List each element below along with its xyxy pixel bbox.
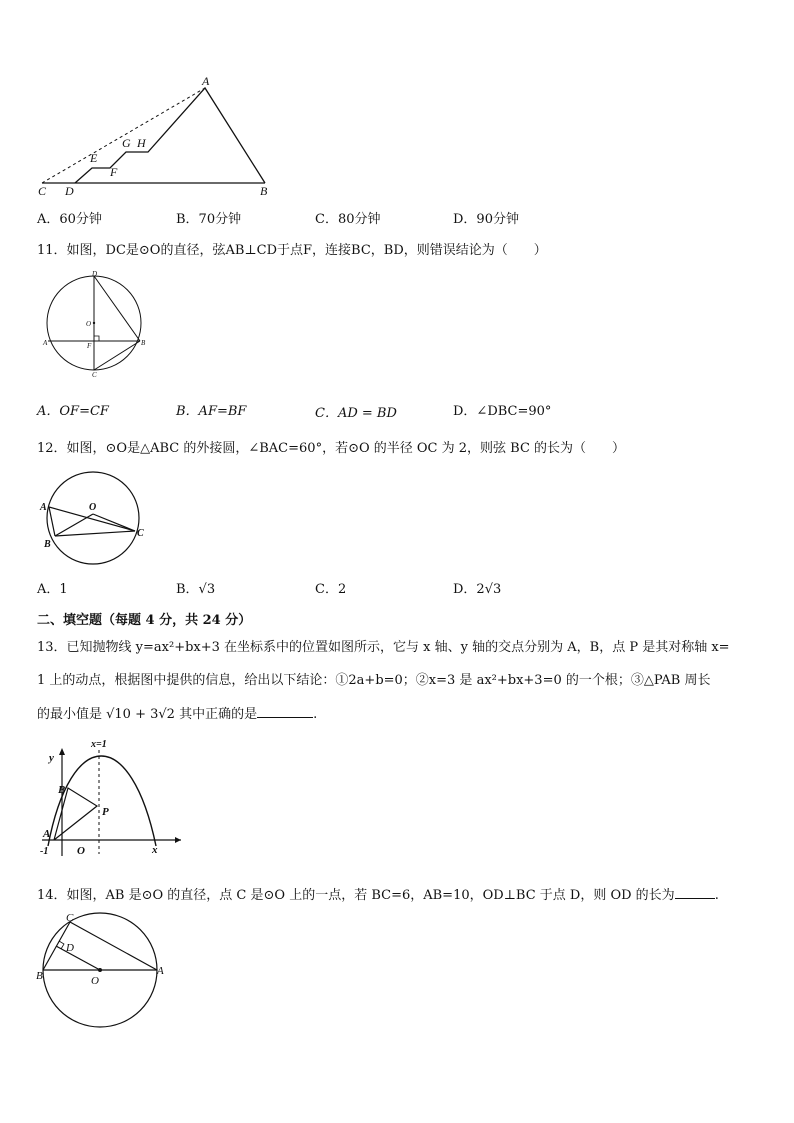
q10-label-A: A	[202, 74, 210, 88]
q13-label-O: O	[77, 845, 85, 857]
q11-label-C: C	[92, 371, 97, 379]
q14-figure	[34, 910, 174, 1028]
q12-option-d: D．2√3	[453, 582, 502, 597]
q12-stem: 12．如图，⊙O是△ABC 的外接圆，∠BAC=60°，若⊙O 的半径 OC 为 2，则弦 BC 的长为（ ）	[37, 441, 626, 456]
q13-label-A: A	[43, 828, 51, 840]
q14-stem-text: 14．如图，AB 是⊙O 的直径，点 C 是⊙O 上的一点，若 BC=6，AB=10，OD⊥BC 于点 D，则 OD 的长为	[37, 888, 675, 903]
q11-label-F: F	[87, 342, 92, 350]
q12-option-b: B．√3	[176, 582, 216, 597]
q11-option-a: A．OF=CF	[37, 404, 109, 419]
q10-label-D: D	[65, 184, 74, 198]
q11-label-A: A	[43, 339, 48, 347]
q10-option-b: B．70分钟	[176, 212, 242, 227]
q10-figure	[30, 72, 280, 200]
q10-label-B: B	[260, 184, 268, 198]
q10-label-E: E	[90, 151, 98, 165]
q13-label-y: y	[49, 752, 54, 764]
q14-stem: 14．如图，AB 是⊙O 的直径，点 C 是⊙O 上的一点，若 BC=6，AB=10，OD⊥BC 于点 D，则 OD 的长为 .	[37, 888, 719, 903]
q12-label-O: O	[89, 502, 97, 513]
q12-label-A: A	[40, 502, 47, 513]
q13-line-3: 的最小值是 √10 + 3√2 其中正确的是 .	[37, 707, 318, 722]
q11-stem: 11．如图，DC是⊙O的直径，弦AB⊥CD于点F，连接BC，BD，则错误结论为（ ）	[37, 243, 547, 258]
q13-label-neg1: -1	[40, 846, 49, 857]
q13-label-x: x	[152, 844, 158, 856]
q13-answer-blank[interactable]	[257, 705, 313, 718]
q12-label-C: C	[137, 528, 144, 539]
q14-label-B: B	[36, 970, 43, 982]
q12-figure	[36, 470, 154, 566]
q12-option-a: A．1	[37, 582, 68, 597]
q10-label-F: F	[110, 165, 118, 179]
q10-label-G: G	[122, 136, 131, 150]
q13-label-axis: x=1	[91, 739, 107, 750]
q13-line-2: 1 上的动点，根据图中提供的信息，给出以下结论：①2a+b=0；②x=3 是 ax²+bx+3=0 的一个根；③△PAB 周长	[37, 673, 711, 688]
q11-option-b: B．AF=BF	[176, 404, 247, 419]
section-title: 二、填空题（每题 4 分，共 24 分）	[37, 613, 252, 628]
q13-figure	[36, 736, 186, 858]
q14-answer-blank[interactable]	[675, 886, 715, 899]
q14-label-A: A	[157, 965, 164, 977]
q13-line-1: 13．已知抛物线 y=ax²+bx+3 在坐标系中的位置如图所示，它与 x 轴、y 轴的交点分别为 A，B，点 P 是其对称轴 x=	[37, 640, 730, 655]
q14-label-D: D	[66, 942, 74, 954]
q10-option-a: A．60分钟	[37, 212, 102, 227]
q13-label-P: P	[102, 806, 109, 818]
q11-label-O: O	[86, 320, 92, 328]
q11-label-D: D	[92, 270, 98, 278]
q11-option-c: C．AD = BD	[315, 406, 397, 421]
q13-label-B: B	[58, 784, 66, 796]
q14-label-C: C	[66, 912, 74, 924]
q13-line-3-text: 的最小值是 √10 + 3√2 其中正确的是	[37, 707, 258, 722]
q12-label-B: B	[44, 539, 51, 550]
q11-option-d: D．∠DBC=90°	[453, 404, 552, 419]
q11-figure	[38, 268, 156, 380]
q10-option-c: C．80分钟	[315, 212, 381, 227]
q10-label-C: C	[38, 184, 47, 198]
q12-option-c: C．2	[315, 582, 347, 597]
q10-label-H: H	[137, 136, 146, 150]
q11-label-B: B	[141, 339, 146, 347]
q10-option-d: D．90分钟	[453, 212, 519, 227]
q14-label-O: O	[91, 975, 99, 987]
